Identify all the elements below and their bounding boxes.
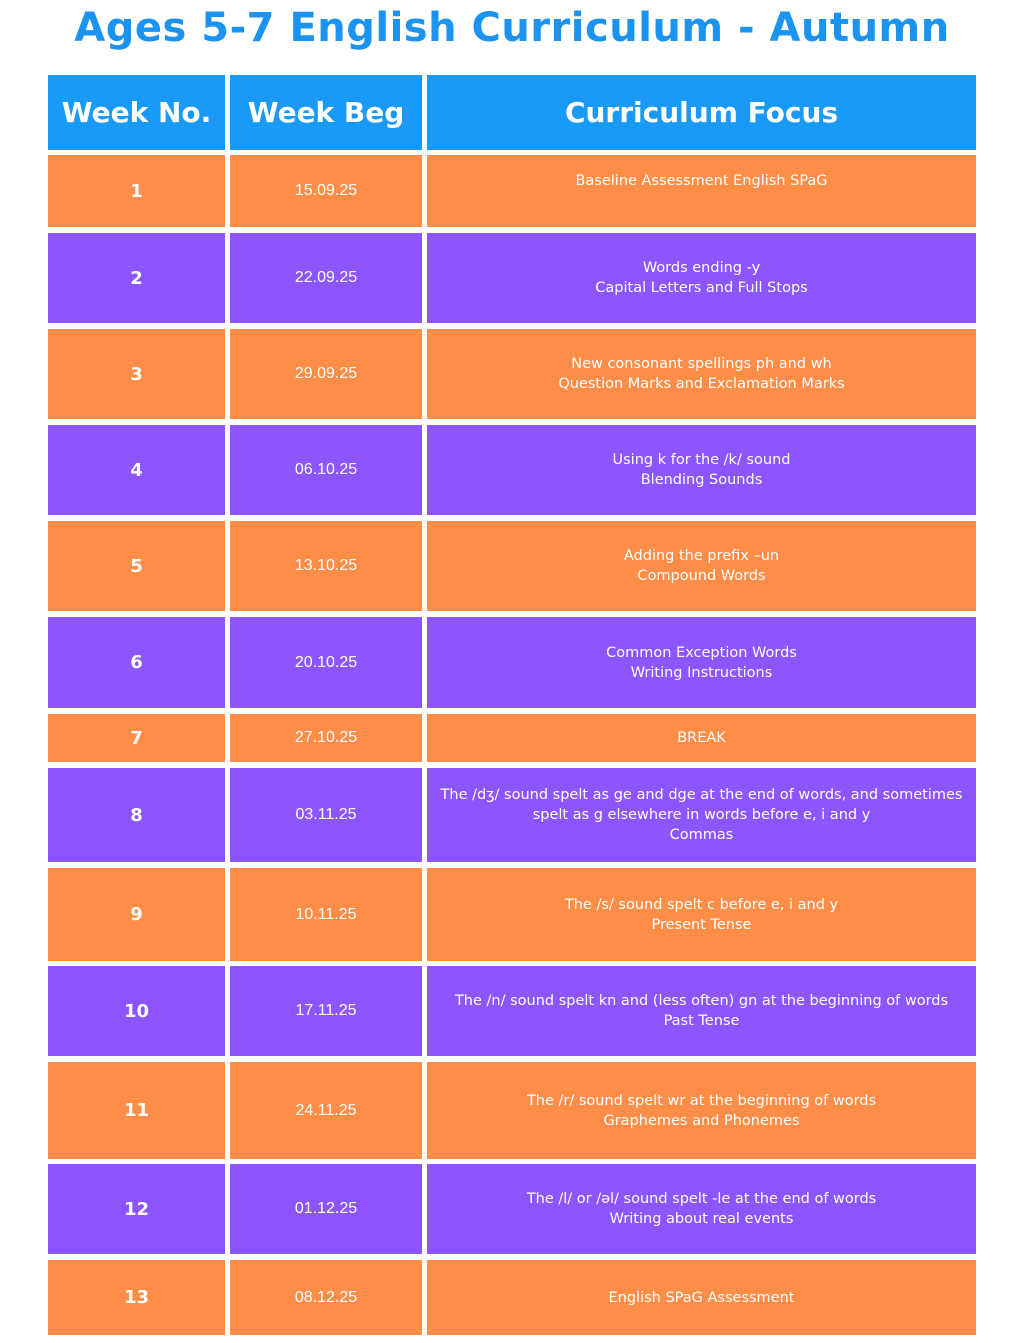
focus-line: Commas [669,827,734,843]
curriculum-focus [427,768,976,862]
table-row [48,233,976,323]
table-row [48,617,976,708]
focus-lines [565,895,838,935]
curriculum-focus [427,1260,976,1335]
table-row [48,521,976,611]
focus-line: Present Tense [651,916,752,933]
focus-line: Writing Instructions [630,664,773,681]
curriculum-focus [427,1062,976,1159]
focus-line: Words ending -y [642,260,761,276]
focus-lines [595,258,807,298]
week-number: 13 [48,1260,225,1335]
focus-line: The /r/ sound spelt wr at the beginning of words [526,1092,877,1109]
table-row [48,1260,976,1335]
curriculum-focus [427,966,976,1056]
table-row [48,768,976,862]
focus-line: Compound Words [637,568,766,584]
week-number: 9 [48,868,225,961]
week-begin-date: 17.11.25 [230,966,422,1056]
focus-line: Capital Letters and Full Stops [595,280,808,296]
focus-line: spelt as g elsewhere in words before e, i and y [532,807,871,823]
focus-line: Using k for the /k/ sound [612,452,791,468]
table-row [48,868,976,961]
focus-lines [606,643,797,683]
focus-lines [624,546,779,586]
focus-line: The /dʒ/ sound spelt as ge and dge at the end of words, and sometimes [440,787,963,803]
focus-lines [609,1288,795,1308]
table-header [48,75,976,150]
focus-line: English SPaG Assessment [608,1289,795,1306]
table-row [48,329,976,419]
week-begin-date: 06.10.25 [230,425,422,515]
table-row [48,1062,976,1159]
week-begin-date: 01.12.25 [230,1164,422,1254]
focus-line: Common Exception Words [606,644,797,661]
focus-lines [558,354,844,394]
week-begin-date: 03.11.25 [230,768,422,862]
focus-line: Graphemes and Phonemes [603,1112,800,1129]
focus-lines [441,785,963,845]
header-week-no: Week No. [48,75,225,150]
table-row [48,966,976,1056]
table-row [48,714,976,762]
focus-lines [455,991,948,1031]
table-row [48,155,976,227]
header-curriculum-focus: Curriculum Focus [427,75,976,150]
table-row [48,425,976,515]
week-number: 11 [48,1062,225,1159]
week-number: 6 [48,617,225,708]
curriculum-focus [427,617,976,708]
week-begin-date: 29.09.25 [230,329,422,419]
focus-lines [527,1091,876,1131]
week-number: 7 [48,714,225,762]
focus-line: The /s/ sound spelt c before e, i and y [564,896,839,913]
week-number: 2 [48,233,225,323]
focus-lines [613,450,791,490]
table-row [48,1164,976,1254]
week-number: 3 [48,329,225,419]
week-begin-date: 27.10.25 [230,714,422,762]
week-number: 10 [48,966,225,1056]
week-number: 4 [48,425,225,515]
focus-line: The /n/ sound spelt kn and (less often) gn at the beginning of words [454,993,949,1009]
week-number: 1 [48,155,225,227]
curriculum-focus [427,155,976,227]
focus-line: Blending Sounds [640,472,763,488]
week-begin-date: 10.11.25 [230,868,422,961]
focus-line: Writing about real events [609,1211,794,1227]
header-week-beg: Week Beg [230,75,422,150]
focus-line: Adding the prefix –un [623,548,780,564]
curriculum-focus [427,714,976,762]
focus-lines [527,1189,876,1229]
focus-line: Baseline Assessment English SPaG [575,173,828,189]
week-number: 8 [48,768,225,862]
week-begin-date: 08.12.25 [230,1260,422,1335]
week-number: 5 [48,521,225,611]
week-begin-date: 24.11.25 [230,1062,422,1159]
focus-lines [575,171,827,191]
focus-lines [677,728,726,748]
focus-line: BREAK [677,730,726,746]
week-begin-date: 13.10.25 [230,521,422,611]
week-begin-date: 22.09.25 [230,233,422,323]
focus-line: The /l/ or /əl/ sound spelt -le at the end of words [526,1191,877,1207]
focus-line: Past Tense [663,1013,740,1029]
week-begin-date: 15.09.25 [230,155,422,227]
week-number: 12 [48,1164,225,1254]
focus-line: New consonant spellings ph and wh [571,356,832,372]
curriculum-focus [427,425,976,515]
curriculum-focus [427,521,976,611]
page-title: Ages 5-7 English Curriculum - Autumn [74,5,950,51]
focus-line: Question Marks and Exclamation Marks [558,376,845,392]
curriculum-focus [427,233,976,323]
curriculum-focus [427,868,976,961]
week-begin-date: 20.10.25 [230,617,422,708]
curriculum-focus [427,1164,976,1254]
curriculum-focus [427,329,976,419]
